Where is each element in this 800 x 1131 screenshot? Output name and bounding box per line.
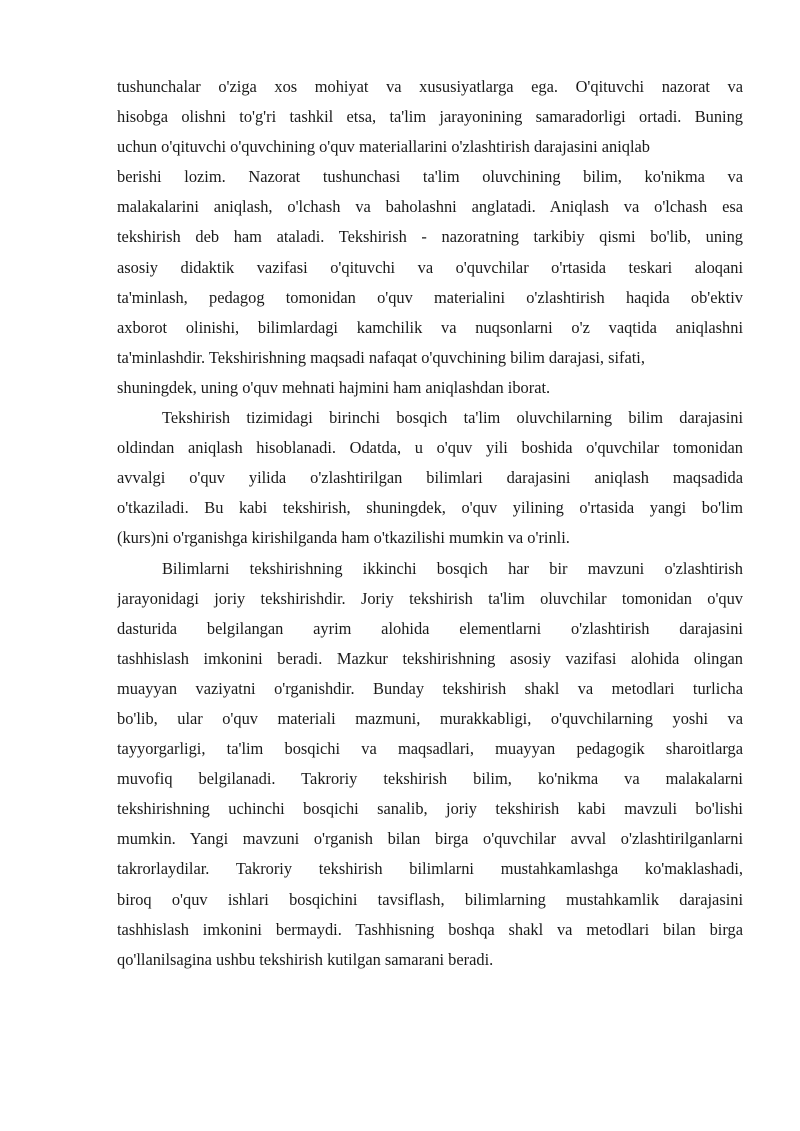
text-line: qo'llanilsagina ushbu tekshirish kutilgan samarani beradi. xyxy=(117,949,494,969)
text-line: tushunchalar o'ziga xos mohiyat va xususiyatlarga ega. O'qituvchi nazorat va xyxy=(117,77,743,96)
text-line: bo'lib, ular o'quv materiali mazmuni, murakkabligi, o'quvchilarning yoshi va xyxy=(117,708,743,728)
text-line: tayyorgarligi, ta'lim bosqichi va maqsadlari, muayyan pedagogik sharoitlarga xyxy=(117,739,743,759)
text-line: berishi lozim. Nazorat tushunchasi ta'lim oluvchining bilim, ko'nikma va xyxy=(117,167,743,187)
text-line: (kurs)ni o'rganishga kirishilganda ham o'tkazilishi mumkin va o'rinli. xyxy=(117,528,570,548)
text-line: Tekshirish tizimidagi birinchi bosqich ta'lim oluvchilarning bilim darajasini xyxy=(162,408,743,428)
text-line: o'tkaziladi. Bu kabi tekshirish, shuningdek, o'quv yilining o'rtasida yangi bo'lim xyxy=(117,498,743,518)
text-line: shuningdek, uning o'quv mehnati hajmini ham aniqlashdan iborat. xyxy=(117,377,551,397)
text-line: tekshirishning uchinchi bosqichi sanalib, joriy tekshirish kabi mavzuli bo'lishi xyxy=(117,799,743,819)
text-line: tashhislash imkonini bermaydi. Tashhisning boshqa shakl va metodlari bilan birga xyxy=(117,919,743,939)
text-line: asosiy didaktik vazifasi o'qituvchi va o'quvchilar o'rtasida teskari aloqani xyxy=(117,257,743,277)
text-line: axborot olinishi, bilimlardagi kamchilik va nuqsonlarni o'z vaqtida aniqlashni xyxy=(117,317,743,337)
text-line: tekshirish deb ham ataladi. Tekshirish - nazoratning tarkibiy qismi bo'lib, uning xyxy=(117,227,743,247)
text-line: ta'minlash, pedagog tomonidan o'quv materialini o'zlashtirish haqida ob'ektiv xyxy=(117,287,743,307)
text-line: dasturida belgilangan ayrim alohida elementlarni o'zlashtirish darajasini xyxy=(117,618,743,638)
text-line: oldindan aniqlash hisoblanadi. Odatda, u o'quv yili boshida o'quvchilar tomonidan xyxy=(117,438,743,458)
text-line: malakalarini aniqlash, o'lchash va baholashni anglatadi. Aniqlash va o'lchash esa xyxy=(117,197,743,217)
text-line: hisobga olishni to'g'ri tashkil etsa, ta'lim jarayonining samaradorligi ortadi. Buning xyxy=(117,107,743,127)
text-line: ta'minlashdir. Tekshirishning maqsadi nafaqat o'quvchining bilim darajasi, sifati, xyxy=(117,347,645,367)
text-line: uchun o'qituvchi o'quvchining o'quv materiallarini o'zlashtirish darajasini aniqlab xyxy=(117,137,650,157)
text-line: muvofiq belgilanadi. Takroriy tekshirish bilim, ko'nikma va malakalarni xyxy=(117,769,743,789)
document-body xyxy=(117,72,743,975)
paragraph xyxy=(117,554,743,975)
text-line: avvalgi o'quv yilida o'zlashtirilgan bilimlari darajasini aniqlash maqsadida xyxy=(117,468,743,488)
text-line: Bilimlarni tekshirishning ikkinchi bosqich har bir mavzuni o'zlashtirish xyxy=(162,558,743,578)
text-line: takrorlaydilar. Takroriy tekshirish bilimlarni mustahkamlashga ko'maklashadi, xyxy=(117,859,743,879)
text-line: jarayonidagi joriy tekshirishdir. Joriy tekshirish ta'lim oluvchilar tomonidan o'quv xyxy=(117,588,743,608)
paragraph xyxy=(117,72,743,403)
text-line: mumkin. Yangi mavzuni o'rganish bilan birga o'quvchilar avval o'zlashtirilganlarni xyxy=(117,829,743,849)
paragraph xyxy=(117,403,743,553)
text-line: muayyan vaziyatni o'rganishdir. Bunday tekshirish shakl va metodlari turlicha xyxy=(117,678,743,698)
text-line: tashhislash imkonini beradi. Mazkur tekshirishning asosiy vazifasi alohida olingan xyxy=(117,648,743,668)
text-line: biroq o'quv ishlari bosqichini tavsiflash, bilimlarning mustahkamlik darajasini xyxy=(117,889,743,909)
